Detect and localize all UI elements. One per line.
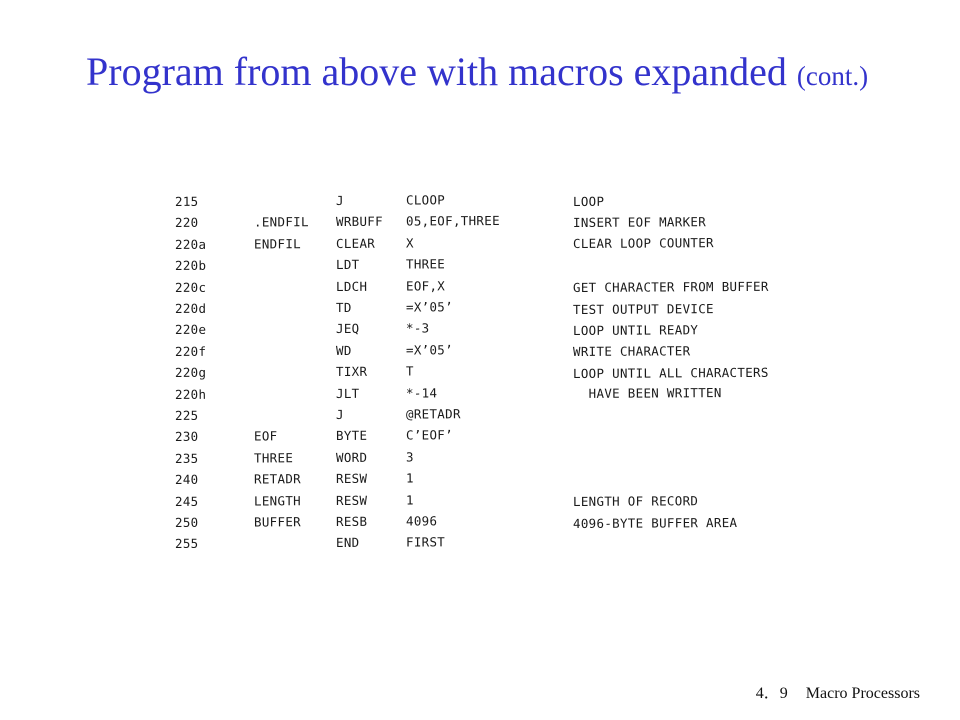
listing-comment: LOOP UNTIL ALL CHARACTERS	[572, 364, 769, 381]
line-operand: @RETADR	[405, 406, 461, 422]
listing-line	[170, 277, 570, 299]
line-number: 220b	[174, 257, 207, 274]
listing-line	[170, 448, 570, 470]
line-operand: THREE	[405, 256, 446, 272]
line-number: 235	[174, 450, 199, 466]
line-operand: =X’05’	[405, 342, 453, 358]
listing-line	[170, 363, 570, 385]
line-opcode: J	[335, 406, 344, 422]
slide-title-main: Program from above with macros expanded	[86, 49, 787, 94]
line-number: 245	[174, 493, 199, 509]
line-opcode: RESB	[335, 513, 368, 529]
line-label: BUFFER	[253, 514, 301, 530]
line-operand: 1	[405, 470, 414, 486]
line-label: THREE	[253, 450, 294, 466]
line-opcode: LDCH	[335, 278, 368, 294]
line-operand: 3	[405, 449, 414, 465]
line-operand: *-3	[405, 320, 430, 336]
line-opcode: JEQ	[335, 321, 360, 337]
line-opcode: TD	[335, 299, 352, 315]
listing-comment: INSERT EOF MARKER	[572, 214, 707, 230]
line-number: 220g	[174, 364, 207, 381]
slide-title-suffix: (cont.)	[796, 61, 869, 91]
line-label: LENGTH	[253, 492, 301, 509]
line-number: 220d	[174, 300, 207, 316]
listing-comment: WRITE CHARACTER	[572, 343, 691, 359]
line-label: RETADR	[253, 471, 301, 487]
listing-line	[170, 341, 570, 363]
listing-line	[170, 234, 570, 256]
listing-comment: CLEAR LOOP COUNTER	[572, 235, 714, 251]
line-number: 250	[174, 514, 199, 530]
line-operand: *-14	[405, 384, 438, 401]
line-operand: EOF,X	[405, 277, 446, 294]
line-operand: X	[405, 235, 414, 251]
line-number: 220c	[174, 279, 207, 295]
slide-title	[86, 48, 868, 100]
line-opcode: CLEAR	[335, 235, 376, 251]
line-operand: CLOOP	[405, 192, 446, 208]
listing-line	[170, 534, 570, 556]
listing-line	[170, 406, 570, 428]
line-opcode: WRBUFF	[335, 214, 383, 230]
page-number: 4．9	[755, 685, 788, 702]
listing-line	[170, 192, 570, 214]
listing-comment: HAVE BEEN WRITTEN	[572, 385, 722, 401]
footer-section-title: Macro Processors	[805, 685, 920, 702]
line-label: .ENDFIL	[253, 214, 309, 230]
listing-comment: GET CHARACTER FROM BUFFER	[572, 278, 769, 295]
line-opcode: JLT	[335, 385, 360, 401]
listing-comment: TEST OUTPUT DEVICE	[572, 301, 714, 317]
line-label: ENDFIL	[253, 235, 301, 252]
line-number: 220f	[174, 343, 207, 359]
line-opcode: RESW	[335, 492, 368, 508]
assembly-listing	[170, 194, 820, 574]
listing-comment: 4096-BYTE BUFFER AREA	[572, 514, 738, 531]
line-operand: 1	[405, 492, 414, 508]
line-opcode: RESW	[335, 470, 368, 487]
line-number: 220e	[174, 322, 207, 338]
line-opcode: J	[335, 192, 344, 208]
listing-line	[170, 256, 570, 278]
line-opcode: LDT	[335, 257, 360, 273]
listing-line	[170, 470, 570, 492]
line-label: EOF	[253, 428, 278, 444]
listing-line	[170, 513, 570, 535]
listing-line	[170, 491, 570, 513]
listing-line	[170, 384, 570, 406]
line-number: 220a	[174, 236, 207, 252]
line-operand: T	[405, 363, 414, 379]
line-number: 215	[174, 193, 199, 209]
listing-line	[170, 427, 570, 449]
line-opcode: WORD	[335, 449, 368, 465]
listing-comment: LENGTH OF RECORD	[572, 493, 699, 509]
line-opcode: TIXR	[335, 363, 368, 380]
line-number: 220h	[174, 386, 207, 402]
listing-line	[170, 213, 570, 235]
line-operand: C’EOF’	[405, 427, 453, 443]
line-number: 230	[174, 429, 199, 445]
line-operand: FIRST	[405, 534, 446, 550]
line-number: 240	[174, 472, 199, 488]
line-opcode: END	[335, 535, 360, 551]
line-number: 255	[174, 536, 199, 552]
listing-line	[170, 320, 570, 342]
slide-footer	[756, 680, 920, 703]
line-number: 220	[174, 215, 199, 231]
listing-comment: LOOP UNTIL READY	[572, 322, 699, 338]
line-number: 225	[174, 407, 199, 423]
line-operand: =X’05’	[405, 299, 453, 315]
line-operand: 05,EOF,THREE	[405, 213, 500, 229]
line-opcode: BYTE	[335, 428, 368, 444]
line-opcode: WD	[335, 342, 352, 358]
line-operand: 4096	[405, 513, 438, 529]
listing-line	[170, 299, 570, 321]
listing-comment: LOOP	[572, 193, 605, 209]
